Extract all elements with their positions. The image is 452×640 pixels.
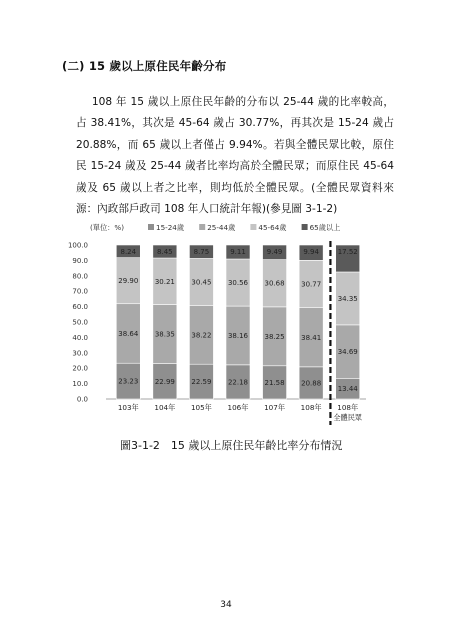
x-tick-label: 103年: [117, 403, 139, 412]
bar-value-label: 23.23: [118, 377, 139, 386]
y-tick-label: 70.0: [72, 287, 88, 296]
y-tick-label: 50.0: [72, 318, 88, 327]
bar-value-label: 13.44: [337, 385, 358, 394]
bar-value-label: 22.59: [191, 378, 212, 387]
bar-value-label: 38.64: [118, 329, 139, 338]
bar-value-label: 9.11: [230, 247, 246, 256]
bar-value-label: 38.25: [264, 332, 285, 341]
legend-swatch: [250, 224, 256, 230]
legend-label: 25-44歲: [207, 223, 236, 232]
bar-value-label: 22.99: [154, 377, 175, 386]
legend-swatch: [148, 224, 154, 230]
legend-label: 65歲以上: [309, 223, 341, 232]
x-tick-label: 108年: [300, 403, 322, 412]
legend-label: 15-24歲: [156, 223, 185, 232]
y-tick-label: 40.0: [72, 333, 88, 342]
bar-value-label: 30.21: [154, 277, 175, 286]
legend-swatch: [302, 224, 308, 230]
legend-swatch: [199, 224, 205, 230]
bar-value-label: 34.35: [337, 294, 358, 303]
figure-caption: 圖3-1-2 15 歲以上原住民年齡比率分布情況: [120, 439, 343, 452]
bar-value-label: 38.41: [301, 333, 322, 342]
bar-value-label: 30.45: [191, 278, 212, 287]
legend-label: 45-64歲: [258, 223, 287, 232]
bar-value-label: 17.52: [337, 248, 358, 256]
section-heading: (二) 15 歲以上原住民年齡分布: [62, 59, 227, 73]
bar-value-label: 9.94: [303, 248, 319, 256]
unit-label: (單位：%): [90, 223, 125, 232]
y-tick-label: 90.0: [72, 256, 88, 265]
bar-value-label: 30.68: [264, 279, 285, 288]
bar-value-label: 34.69: [337, 348, 358, 357]
y-tick-label: 30.0: [72, 349, 88, 358]
x-tick-label: 105年: [190, 403, 212, 412]
y-tick-label: 0.0: [76, 395, 88, 404]
bar-value-label: 20.88: [301, 379, 322, 388]
x-tick-label: 104年: [154, 403, 176, 412]
bar-value-label: 38.16: [227, 331, 249, 340]
x-tick-sublabel: 全體民眾: [333, 413, 363, 422]
bar-value-label: 29.90: [118, 277, 139, 286]
bar-value-label: 8.24: [120, 247, 137, 256]
bar-value-label: 22.18: [227, 378, 249, 387]
y-tick-label: 80.0: [72, 272, 88, 281]
body-paragraph: 108 年 15 歲以上原住民年齡的分布以 25-44 歲的比率較高，占 38.41%，其次是 45-64 歲占 30.77%，再其次是 15-24 歲占 20.88%，而 65 歲以上者僅占 9.94%。若與全體民眾比較，原住民 15-24 歲及 25-44 歲者比率均高於全體民眾；而原住民 45-64 歲及 65 歲以上者之比率，則均低於全體民眾。(全體民眾資料來源：內政部戶政司 108 年人口統計年報)(參見圖 3-1-2): [76, 96, 394, 216]
bar-value-label: 9.49: [266, 248, 283, 256]
bar-value-label: 8.45: [157, 248, 173, 256]
y-tick-label: 10.0: [72, 380, 88, 389]
bar-value-label: 38.22: [191, 331, 212, 340]
bar-value-label: 38.35: [154, 330, 175, 339]
age-distribution-chart: [60, 218, 380, 430]
x-tick-label: 106年: [227, 403, 249, 412]
x-tick-label: 107年: [264, 403, 286, 412]
bar-value-label: 8.75: [193, 247, 210, 256]
y-tick-label: 60.0: [72, 303, 88, 312]
y-tick-label: 20.0: [72, 364, 88, 373]
bar-value-label: 30.77: [301, 280, 322, 289]
y-tick-label: 100.0: [67, 241, 88, 250]
bar-value-label: 21.58: [264, 378, 285, 387]
bar-value-label: 30.56: [227, 279, 249, 288]
x-tick-label: 108年: [337, 403, 359, 412]
page-number: 34: [220, 600, 232, 610]
